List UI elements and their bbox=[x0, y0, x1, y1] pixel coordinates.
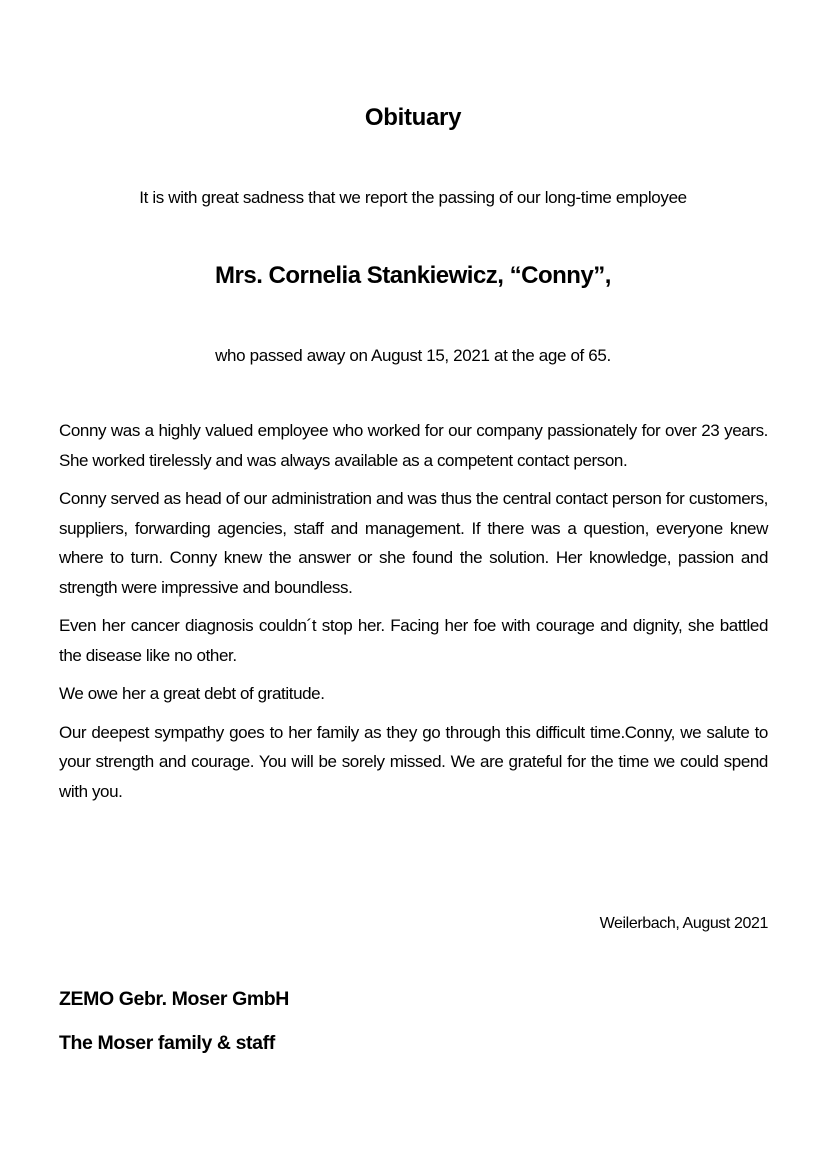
paragraph-service: Conny was a highly valued employee who worked for our company passionately for over 23 years. She worked tirelessly and was always available as a competent contact person. bbox=[59, 421, 768, 470]
passing-date-line: who passed away on August 15, 2021 at the age of 65. bbox=[215, 346, 611, 365]
paragraph-illness: Even her cancer diagnosis couldn´t stop her. Facing her foe with courage and dignity, she battled the disease like no other. bbox=[59, 616, 768, 665]
body-text bbox=[59, 416, 768, 815]
paragraph-role: Conny served as head of our administration and was thus the central contact person for customers, suppliers, forwarding agencies, staff and management. If there was a question, everyone knew where to turn. Conny knew the answer or she found the solution. Her knowledge, passion and strength were impressive and boundless. bbox=[59, 489, 768, 597]
signature-family: The Moser family & staff bbox=[59, 1032, 275, 1054]
paragraph-gratitude: We owe her a great debt of gratitude. bbox=[59, 684, 325, 703]
document-title: Obituary bbox=[364, 104, 462, 131]
signature-company: ZEMO Gebr. Moser GmbH bbox=[59, 988, 289, 1010]
intro-line: It is with great sadness that we report the passing of our long-time employee bbox=[139, 188, 687, 207]
deceased-name: Mrs. Cornelia Stankiewicz, “Conny”, bbox=[215, 262, 611, 289]
place-date: Weilerbach, August 2021 bbox=[599, 915, 768, 932]
paragraph-sympathy: Our deepest sympathy goes to her family as they go through this difficult time.Conny, we salute to your strength and courage. You will be sorely missed. We are grateful for the time we could spend with you. bbox=[59, 722, 768, 801]
